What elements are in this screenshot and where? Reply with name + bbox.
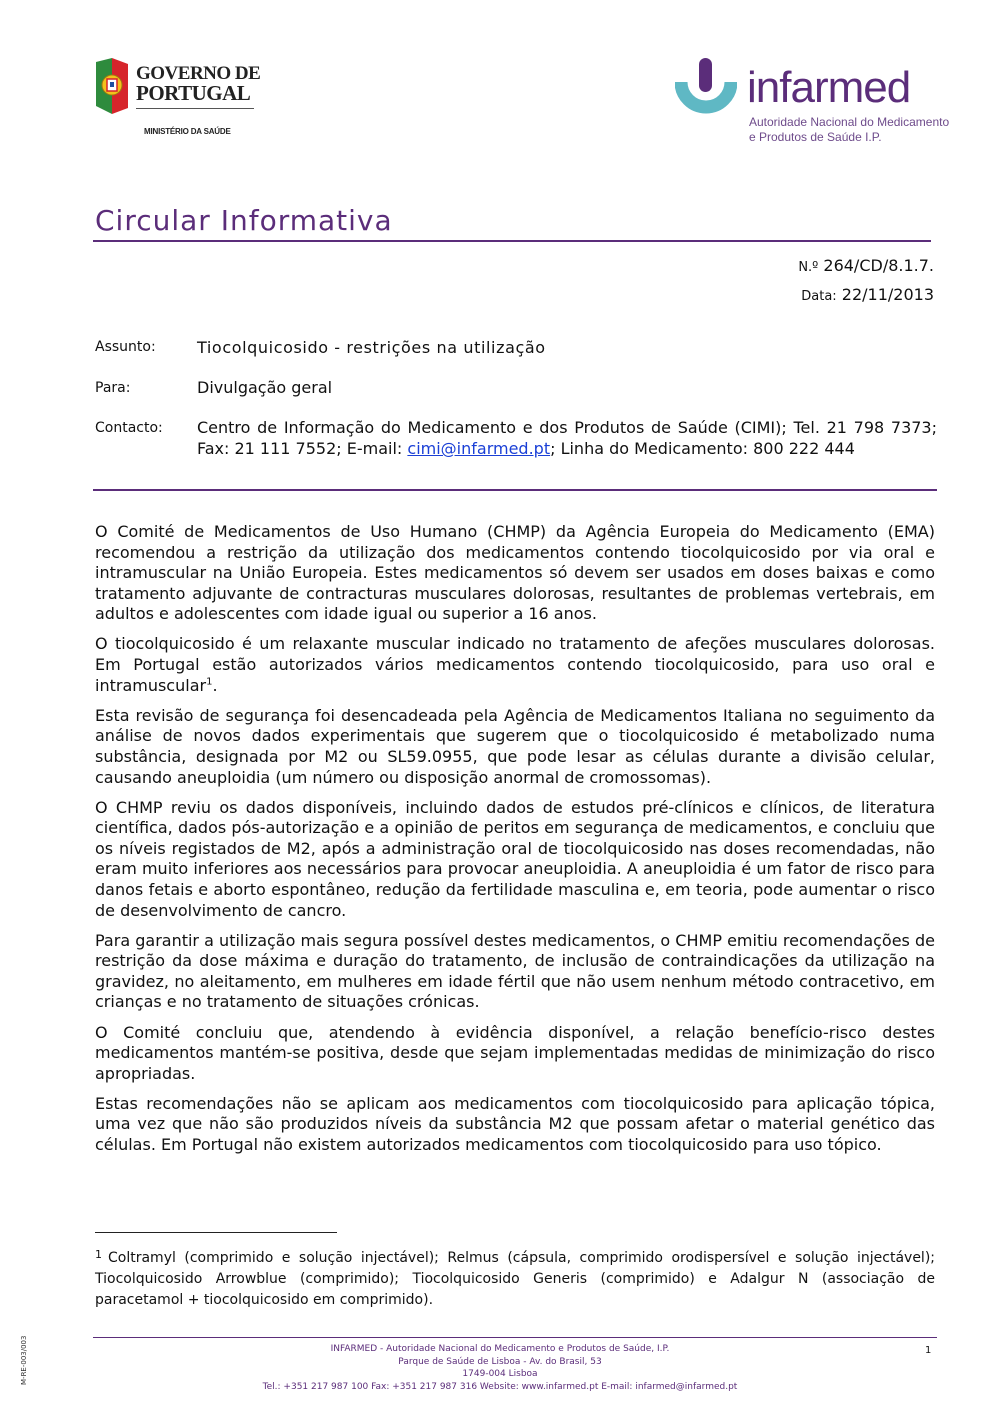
body-paragraph-5: Para garantir a utilização mais segura possível destes medicamentos, o CHMP emitiu recomendações de restrição da dose máxima e duração do tratamento, de inclusão de contraindicações da utilização na gravidez, no aleitamento, em mulheres em idade fértil que não usem nenhum método contracetivo, em crianças e no tratamento de situações crónicas.	[95, 930, 935, 1012]
infarmed-mark-icon	[675, 58, 737, 120]
footer	[150, 1343, 850, 1393]
page-number: 1	[925, 1345, 932, 1356]
document-body	[95, 522, 935, 1165]
number-label: N.º	[798, 260, 819, 275]
circular-number	[798, 258, 934, 274]
footer-divider	[93, 1337, 937, 1338]
circular-date	[801, 287, 934, 303]
contacto-text-post: ; Linha do Medicamento: 800 222 444	[550, 439, 855, 458]
date-value: 22/11/2013	[841, 285, 934, 304]
body-paragraph-1: O Comité de Medicamentos de Uso Humano (CHMP) da Agência Europeia do Medicamento (EMA) recomendou a restrição da utilização dos medicamentos contendo tiocolquicosido por via oral e intramuscular na União Europeia. Estes medicamentos só devem ser usados em doses baixas e como tratamento adjuvante de contracturas musculares dolorosas, resultantes de problemas vertebrais, em adultos e adolescentes com idade igual ou superior a 16 anos.	[95, 522, 935, 624]
contacto-text-pre: Centro de Informação do Medicamento e dos Produtos de Saúde (CIMI); Tel. 21 798 7373; Fax: 21 111 7552; E-mail:	[197, 418, 937, 458]
side-document-code: M-RE-003/003	[20, 1335, 28, 1385]
para-value: Divulgação geral	[197, 378, 333, 397]
footer-line-2: Parque de Saúde de Lisboa - Av. do Brasil, 53	[398, 1356, 602, 1367]
gov-logo-ministry: MINISTÉRIO DA SAÚDE	[144, 127, 231, 136]
contacto-value	[197, 417, 937, 459]
infarmed-wordmark: infarmed	[747, 63, 911, 112]
infarmed-subtitle-1: Autoridade Nacional do Medicamento	[749, 115, 950, 129]
footnote-divider	[95, 1232, 337, 1233]
contacto-label: Contacto:	[95, 420, 163, 436]
assunto-value: Tiocolquicosido - restrições na utilização	[197, 338, 546, 357]
body-paragraph-2	[95, 634, 935, 696]
infarmed-subtitle-2: e Produtos de Saúde I.P.	[749, 130, 882, 144]
body-paragraph-2-text: O tiocolquicosido é um relaxante muscular indicado no tratamento de afeções musculares dolorosas. Em Portugal estão autorizados vários medicamentos contendo tiocolquicosido, para uso oral e intramuscular	[95, 634, 935, 695]
meta-divider	[93, 489, 937, 491]
body-paragraph-4: O CHMP reviu os dados disponíveis, incluindo dados de estudos pré-clínicos e clínicos, de literatura científica, dados pós-autorização e a opinião de peritos em segurança de medicamentos, e concluiu que os níveis registados de M2, após a administração oral de tiocolquicosido nas doses recomendadas, não eram muito inferiores aos necessários para provocar aneuploidia. A aneuploidia é um fator de risco para danos fetais e aborto espontâneo, redução da fertilidade masculina e, em teoria, pode aumentar o risco de desenvolvimento de cancro.	[95, 797, 935, 920]
portugal-coat-of-arms-icon	[92, 58, 130, 114]
title-divider	[93, 240, 931, 242]
footer-line-1: INFARMED - Autoridade Nacional do Medicamento e Produtos de Saúde, I.P.	[330, 1344, 670, 1354]
body-paragraph-6: O Comité concluiu que, atendendo à evidência disponível, a relação benefício-risco destes medicamentos mantém-se positiva, desde que sejam implementadas medidas de minimização do risco apropriadas.	[95, 1022, 935, 1083]
assunto-label: Assunto:	[95, 339, 156, 355]
document-title: Circular Informativa	[95, 204, 393, 237]
footer-line-3: 1749-004 Lisboa	[462, 1369, 538, 1379]
body-paragraph-3: Esta revisão de segurança foi desencadeada pela Agência de Medicamentos Italiana no seguimento da análise de novos dados experimentais que sugerem que o tiocolquicosido é metabolizado numa substância, designada por M2 ou SL59.0955, que pode lesar as células durante a divisão celular, causando aneuploidia (um número ou disposição anormal de cromossomas).	[95, 705, 935, 787]
footnote-marker: 1	[95, 1248, 102, 1261]
gov-logo-line2: PORTUGAL	[136, 81, 251, 105]
gov-logo-rule	[136, 108, 254, 109]
governo-portugal-logo	[92, 56, 272, 141]
number-value: 264/CD/8.1.7.	[823, 256, 934, 275]
footnote	[95, 1244, 935, 1311]
body-paragraph-7: Estas recomendações não se aplicam aos medicamentos com tiocolquicosido para aplicação tópica, uma vez que não são produzidos níveis da substância M2 que possam afetar o material genético das células. Em Portugal não existem autorizados medicamentos com tiocolquicosido para uso tópico.	[95, 1093, 935, 1155]
para-label: Para:	[95, 380, 131, 396]
body-paragraph-2-end: .	[212, 675, 218, 695]
cimi-email-link[interactable]: cimi@infarmed.pt	[407, 439, 551, 458]
footnote-reference[interactable]: 1	[206, 676, 213, 688]
footnote-text: Coltramyl (comprimido e solução injectável); Relmus (cápsula, comprimido orodispersível e solução injectável); Tiocolquicosido Arrowblue (comprimido); Tiocolquicosido Generis (comprimido) e Adalgur N (associação de paracetamol + tiocolquicosido em comprimido).	[95, 1250, 935, 1308]
gov-logo-line1: GOVERNO DE	[136, 63, 261, 84]
infarmed-logo	[675, 58, 950, 153]
footer-line-4: Tel.: +351 217 987 100 Fax: +351 217 987 316 Website: www.infarmed.pt E-mail: infarmed@infarmed.pt	[262, 1381, 738, 1392]
date-label: Data:	[801, 289, 837, 304]
